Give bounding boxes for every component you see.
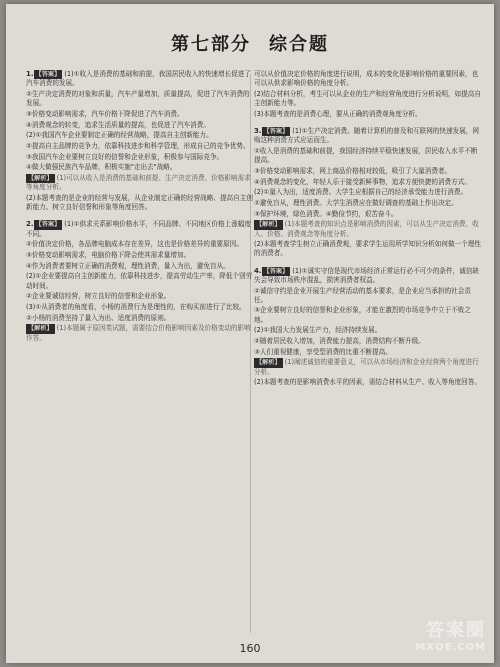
paragraph-text: ③人们重视健康，享受型消费的比重不断提高。	[254, 347, 392, 356]
analysis-block	[254, 358, 482, 376]
question-number: 2.	[26, 220, 34, 229]
paragraph	[254, 326, 482, 335]
part-name: 综合题	[269, 34, 329, 55]
paragraph	[254, 348, 482, 357]
paragraph-text: (1)①收入是消费的基础和前提，我国居民收入的快速增长促进了汽车消费的发展。	[26, 70, 251, 88]
question-number: 1.	[26, 70, 34, 78]
paragraph	[26, 110, 254, 119]
paragraph	[254, 199, 482, 208]
paragraph-text: (2)①量入为出，适度消费。大学生应根据自己的经济承受能力进行消费。	[254, 188, 468, 197]
paragraph	[254, 110, 482, 119]
analysis-block	[254, 220, 482, 238]
question-number: 3.	[254, 127, 262, 136]
paragraph	[26, 121, 254, 130]
paragraph-text: (1)①生产决定消费。随着计算机的普及和互联网的快速发展，网购这种消费方式应运而生。	[254, 127, 479, 145]
right-column	[254, 70, 482, 389]
analysis-block	[26, 174, 254, 192]
paragraph-text: ④做大做强民族汽车品牌，积极实施"走出去"战略。	[26, 163, 177, 172]
paragraph-text: (2)本题考查学生树立正确消费观，要求学生运用所学知识分析如何做一个理性的消费者。	[254, 240, 481, 258]
paragraph-text: (1)本题考查的知识点是影响消费的因素，可以从生产决定消费、收入、价格、消费观念等角度分析。	[254, 220, 479, 238]
paragraph-text: ④消费观念的转变，追求生活质量的提高，也促进了汽车消费。	[26, 120, 210, 129]
paragraph-text: (1)阐述诚信的重要意义，可以从市场经济和企业经营两个角度进行分析。	[254, 358, 479, 376]
paragraph-text: ③我国汽车企业要树立良好的信誉和企业形象，积极参与国际竞争。	[26, 152, 224, 161]
paragraph-text: ④作为消费者要树立正确的消费观，理性消费，量入为出，避免盲从。	[26, 261, 230, 270]
question-number: 4.	[254, 266, 262, 275]
paragraph	[254, 167, 482, 176]
watermark-logo	[415, 616, 486, 653]
paragraph	[26, 142, 254, 151]
paragraph	[26, 90, 254, 108]
paragraph-text: ②诚信守约是企业开展生产经营活动的基本要求，是企业应当承担的社会责任。	[254, 286, 471, 304]
paragraph	[254, 178, 482, 187]
paragraph-text: ③价格变动影响需求，汽车价格下降促进了汽车消费。	[26, 109, 184, 118]
paragraph	[26, 314, 254, 323]
paragraph-text: (1)①供求关系影响价格水平，不同品牌、不同地区价格上涨幅度不同。	[26, 220, 251, 238]
paragraph-text: (1)①诚实守信是现代市场经济正常运行必不可少的条件，诚信缺失会导致市场秩序混乱，损害消费者权益。	[254, 266, 479, 284]
paragraph	[26, 251, 254, 260]
analysis-block	[26, 324, 254, 342]
paragraph-text: (1)可以从收入是消费的基础和前提、生产决定消费、价格影响需求等角度分析。	[26, 174, 251, 192]
paragraph	[254, 287, 482, 305]
paragraph	[254, 90, 482, 108]
paragraph-text: (2)本题考查的是影响消费水平的因素，需结合材料从生产、收入等角度回答。	[254, 378, 481, 387]
answer-tag: 【答案】	[35, 71, 61, 78]
paragraph-text: (2)①我国汽车企业要制定正确的经营战略，提高自主创新能力。	[26, 131, 213, 140]
watermark-title: 答案圈	[426, 620, 486, 641]
paragraph	[26, 163, 254, 172]
paragraph	[254, 306, 482, 324]
paragraph-text: 可以从价值决定价格的角度进行说明，成本的变化是影响价格的重要因素，也可以从供求影响价格的角度分析。	[254, 70, 479, 88]
paragraph	[254, 188, 482, 197]
paragraph-text: (3)①从消费者的角度看，小杨的消费行为是理性的，在购买前进行了比较。	[26, 302, 246, 311]
analysis-tag: 【解析】	[256, 359, 281, 367]
answer-block	[254, 127, 482, 145]
paragraph-text: (2)结合材料分析，考生可以从企业的生产和经营角度进行分析说明，如提高自主创新能力等。	[254, 89, 481, 108]
paragraph	[254, 210, 482, 219]
paragraph	[26, 153, 254, 162]
paragraph	[26, 240, 254, 249]
paragraph-text: ③企业要树立良好的信誉和企业形象，才能在激烈的市场竞争中立于不败之地。	[254, 306, 471, 324]
paragraph-text: ②收入是消费的基础和前提，我国经济持续平稳快速发展，居民收入水平不断提高。	[254, 146, 478, 165]
page-title	[6, 30, 494, 56]
paragraph	[26, 194, 254, 212]
answer-block	[254, 267, 482, 285]
paragraph	[254, 147, 482, 165]
paragraph	[26, 262, 254, 271]
paragraph-text: ②价值决定价格，各品牌电脑成本存在差异，这也是价格差异的重要原因。	[26, 240, 243, 249]
paragraph-text: ②企业要诚信经营，树立良好的信誉和企业形象。	[26, 292, 171, 301]
paragraph-text: (2)本题考查的是企业的经营与发展，从企业制定正确的经营战略、提高自主创新能力、树立良好信誉和形象等角度回答。	[26, 193, 253, 212]
paragraph-text: (2)①企业要提高自主创新能力，依靠科技进步，提高劳动生产率，降低个别劳动时间。	[26, 272, 253, 290]
paragraph-text: ②提高自主品牌的竞争力，依靠科技进步和科学管理，形成自己的竞争优势。	[26, 141, 250, 150]
page-number: 160	[239, 642, 261, 655]
paragraph	[26, 272, 254, 290]
answer-tag: 【答案】	[263, 267, 289, 275]
paragraph	[254, 337, 482, 346]
paragraph	[26, 131, 254, 140]
paragraph-text: ②生产决定消费的对象和质量，汽车产量增加，质量提高，促进了汽车消费的发展。	[26, 89, 250, 108]
paragraph	[26, 292, 254, 301]
paragraph-text: ③价格变动影响需求，网上商品价格相对较低，吸引了大量消费者。	[254, 166, 452, 175]
answer-tag: 【答案】	[263, 128, 289, 136]
part-label: 第七部分	[171, 34, 251, 55]
paragraph-text: ②小杨的消费坚持了量入为出、适度消费的原则。	[26, 313, 171, 322]
analysis-tag: 【解析】	[256, 221, 281, 229]
watermark-url: MXQE.COM	[415, 642, 486, 653]
answer-block	[26, 70, 254, 88]
paragraph-text: ③价格变动影响需求，电脑价格下降会使其需求量增加。	[26, 250, 191, 259]
answer-block	[26, 220, 254, 238]
paragraph	[254, 378, 482, 387]
paragraph-text: (1)本题属于原因类试题，需要结合价格影响因素及价格变动的影响作答。	[26, 324, 251, 342]
paragraph-text: ③保护环境，绿色消费。④勤俭节约，艰苦奋斗。	[254, 209, 398, 218]
paragraph	[254, 70, 482, 88]
left-column	[26, 70, 254, 344]
answer-tag: 【答案】	[35, 221, 61, 229]
analysis-tag: 【解析】	[28, 175, 53, 183]
paragraph-text: ②随着居民收入增加，消费能力提高，消费结构不断升级。	[254, 337, 425, 346]
paragraph-text: ②避免盲从，理性消费。大学生消费应在做好调查的基础上作出决定。	[254, 198, 458, 207]
paragraph	[254, 240, 482, 258]
paragraph-text: (2)①我国大力发展生产力，经济持续发展。	[254, 326, 382, 335]
paragraph-text: ④消费观念的变化，年轻人乐于接受新鲜事物，追求方便快捷的消费方式。	[254, 177, 471, 186]
paragraph-text: (3)本题考查的是消费心理，要从正确的消费观角度分析。	[254, 109, 422, 118]
paragraph	[26, 303, 254, 312]
document-page	[6, 4, 494, 663]
analysis-tag: 【解析】	[28, 325, 53, 333]
